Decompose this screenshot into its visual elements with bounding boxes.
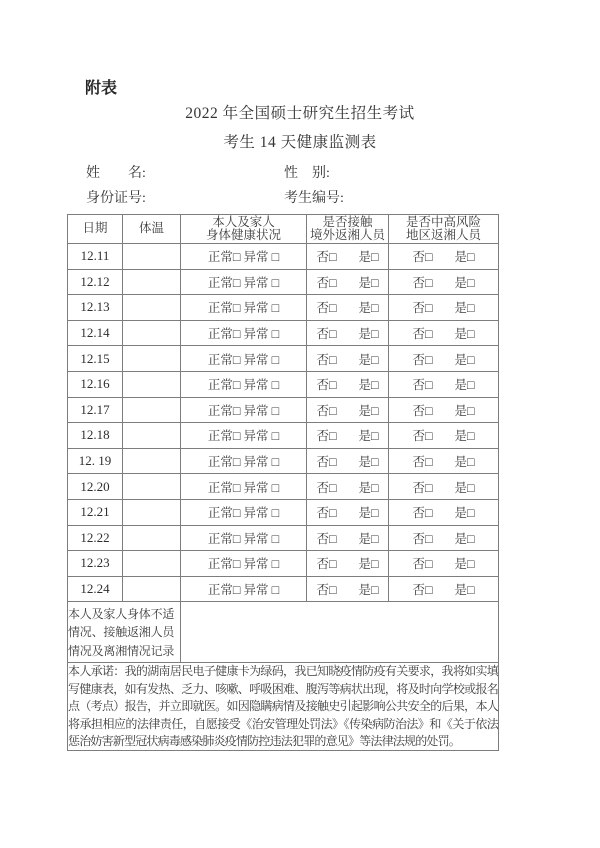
candidate-number-label: 考生编号: [284, 191, 344, 206]
yes-checkbox-label: 是□ [454, 583, 475, 598]
no-checkbox-label: 否□ [316, 557, 337, 572]
table-row [68, 346, 499, 372]
contact-overseas-cell [307, 576, 389, 602]
table-row [68, 423, 499, 449]
yes-checkbox-label: 是□ [454, 429, 475, 444]
name-label: 姓 名: [86, 166, 146, 181]
date-cell: 12.14 [68, 320, 123, 346]
temperature-cell [123, 371, 181, 397]
health-status-cell: 正常□ 异常 □ [181, 423, 307, 449]
gender-label: 性 别: [284, 166, 330, 181]
contact-overseas-cell [307, 423, 389, 449]
note-line: 本人及家人身体不适 [68, 606, 175, 621]
table-row [68, 499, 499, 525]
no-checkbox-label: 否□ [316, 506, 337, 521]
table-row [68, 448, 499, 474]
table-row [68, 320, 499, 346]
exam-title: 2022 年全国硕士研究生招生考试 [185, 105, 415, 122]
no-checkbox-label: 否□ [412, 250, 433, 265]
table-row [68, 244, 499, 270]
yes-checkbox-label: 是□ [454, 352, 475, 367]
risk-area-cell [389, 269, 499, 295]
contact-overseas-cell [307, 346, 389, 372]
yes-checkbox-label: 是□ [454, 403, 475, 418]
risk-area-cell [389, 371, 499, 397]
no-checkbox-label: 否□ [316, 275, 337, 290]
no-checkbox-label: 否□ [412, 455, 433, 470]
health-status-cell: 正常□ 异常 □ [181, 269, 307, 295]
date-cell: 12.15 [68, 346, 123, 372]
yes-checkbox-label: 是□ [454, 455, 475, 470]
header-row [68, 215, 499, 244]
yes-checkbox-label: 是□ [454, 250, 475, 265]
col-header-risk-area [389, 215, 499, 244]
health-status-cell: 正常□ 异常 □ [181, 371, 307, 397]
date-cell: 12.20 [68, 474, 123, 500]
no-checkbox-label: 否□ [316, 429, 337, 444]
risk-area-cell [389, 448, 499, 474]
contact-overseas-cell [307, 269, 389, 295]
col-header-contact-line1: 是否接触 [322, 214, 373, 229]
no-checkbox-label: 否□ [316, 352, 337, 367]
risk-area-cell [389, 423, 499, 449]
contact-overseas-cell [307, 499, 389, 525]
id-number-label: 身份证号: [86, 191, 146, 206]
commitment-cell: 本人承诺：我的湖南居民电子健康卡为绿码，我已知晓疫情防疫有关要求，我将如实填写健康表，如有发热、乏力、咳嗽、呼吸困难、腹泻等病状出现，将及时向学校或报名点（考点）报告，并立即就医。如因隐瞒病情及接触史引起影响公共安全的后果，本人将承担相应的法律责任，自愿接受《治安管理处罚法》《传染病防治法》和《关于依法惩治妨害新型冠状病毒感染肺炎疫情防控违法犯罪的意见》等法律法规的处罚。 [68, 663, 499, 751]
temperature-cell [123, 551, 181, 577]
col-header-health-status [181, 215, 307, 244]
table-body [68, 244, 499, 602]
risk-area-cell [389, 295, 499, 321]
yes-checkbox-label: 是□ [454, 327, 475, 342]
no-checkbox-label: 否□ [412, 583, 433, 598]
date-cell: 12.17 [68, 397, 123, 423]
no-checkbox-label: 否□ [412, 429, 433, 444]
risk-area-cell [389, 525, 499, 551]
yes-checkbox-label: 是□ [358, 403, 379, 418]
note-line: 情况及离湘情况记录 [68, 643, 175, 658]
no-checkbox-label: 否□ [316, 378, 337, 393]
health-status-cell: 正常□ 异常 □ [181, 295, 307, 321]
record-area-cell [181, 602, 499, 663]
date-cell: 12. 19 [68, 448, 123, 474]
no-checkbox-label: 否□ [412, 378, 433, 393]
date-cell: 12.18 [68, 423, 123, 449]
yes-checkbox-label: 是□ [358, 506, 379, 521]
contact-overseas-cell [307, 448, 389, 474]
health-status-cell: 正常□ 异常 □ [181, 397, 307, 423]
yes-checkbox-label: 是□ [358, 352, 379, 367]
no-checkbox-label: 否□ [316, 327, 337, 342]
yes-checkbox-label: 是□ [358, 480, 379, 495]
contact-overseas-cell [307, 295, 389, 321]
col-header-risk-line1: 是否中高风险 [405, 214, 481, 229]
health-status-cell: 正常□ 异常 □ [181, 525, 307, 551]
col-header-temperature-label: 体温 [138, 221, 164, 236]
yes-checkbox-label: 是□ [358, 557, 379, 572]
temperature-cell [123, 474, 181, 500]
no-checkbox-label: 否□ [316, 531, 337, 546]
contact-overseas-cell [307, 525, 389, 551]
temperature-cell [123, 244, 181, 270]
col-header-risk-line2: 地区返湘人员 [405, 228, 481, 242]
date-cell: 12.16 [68, 371, 123, 397]
risk-area-cell [389, 346, 499, 372]
table-row [68, 269, 499, 295]
form-title: 考生 14 天健康监测表 [223, 134, 377, 151]
col-header-contact-line2: 境外返湘人员 [309, 228, 385, 242]
date-cell: 12.12 [68, 269, 123, 295]
temperature-cell [123, 576, 181, 602]
yes-checkbox-label: 是□ [358, 531, 379, 546]
no-checkbox-label: 否□ [316, 403, 337, 418]
health-status-cell: 正常□ 异常 □ [181, 346, 307, 372]
yes-checkbox-label: 是□ [454, 301, 475, 316]
no-checkbox-label: 否□ [412, 301, 433, 316]
contact-overseas-cell [307, 551, 389, 577]
table-row [68, 525, 499, 551]
table-row [68, 576, 499, 602]
yes-checkbox-label: 是□ [358, 583, 379, 598]
col-header-health-line2: 身体健康状况 [205, 228, 281, 242]
yes-checkbox-label: 是□ [358, 429, 379, 444]
temperature-cell [123, 448, 181, 474]
temperature-cell [123, 499, 181, 525]
health-status-cell: 正常□ 异常 □ [181, 576, 307, 602]
note-cell [68, 602, 181, 663]
risk-area-cell [389, 320, 499, 346]
col-header-health-line1: 本人及家人 [212, 214, 275, 229]
risk-area-cell [389, 474, 499, 500]
no-checkbox-label: 否□ [412, 275, 433, 290]
contact-overseas-cell [307, 371, 389, 397]
yes-checkbox-label: 是□ [454, 378, 475, 393]
date-cell: 12.22 [68, 525, 123, 551]
temperature-cell [123, 346, 181, 372]
health-status-cell: 正常□ 异常 □ [181, 474, 307, 500]
yes-checkbox-label: 是□ [454, 557, 475, 572]
table-row [68, 397, 499, 423]
col-header-temperature [123, 215, 181, 244]
temperature-cell [123, 295, 181, 321]
date-cell: 12.24 [68, 576, 123, 602]
contact-overseas-cell [307, 474, 389, 500]
contact-overseas-cell [307, 320, 389, 346]
health-status-cell: 正常□ 异常 □ [181, 499, 307, 525]
table-row [68, 551, 499, 577]
no-checkbox-label: 否□ [316, 455, 337, 470]
temperature-cell [123, 525, 181, 551]
temperature-cell [123, 423, 181, 449]
date-cell: 12.11 [68, 244, 123, 270]
no-checkbox-label: 否□ [412, 531, 433, 546]
date-cell: 12.23 [68, 551, 123, 577]
appendix-label: 附表 [85, 80, 118, 97]
no-checkbox-label: 否□ [412, 480, 433, 495]
health-status-cell: 正常□ 异常 □ [181, 448, 307, 474]
temperature-cell [123, 320, 181, 346]
risk-area-cell [389, 576, 499, 602]
table-row [68, 295, 499, 321]
yes-checkbox-label: 是□ [454, 480, 475, 495]
risk-area-cell [389, 397, 499, 423]
col-header-contact-overseas [307, 215, 389, 244]
yes-checkbox-label: 是□ [454, 531, 475, 546]
no-checkbox-label: 否□ [412, 352, 433, 367]
commitment-row [68, 663, 499, 751]
health-status-cell: 正常□ 异常 □ [181, 551, 307, 577]
health-monitoring-table [67, 214, 499, 751]
table-row [68, 474, 499, 500]
risk-area-cell [389, 244, 499, 270]
health-status-cell: 正常□ 异常 □ [181, 320, 307, 346]
no-checkbox-label: 否□ [316, 583, 337, 598]
date-cell: 12.21 [68, 499, 123, 525]
temperature-cell [123, 269, 181, 295]
yes-checkbox-label: 是□ [358, 275, 379, 290]
yes-checkbox-label: 是□ [454, 275, 475, 290]
yes-checkbox-label: 是□ [454, 506, 475, 521]
yes-checkbox-label: 是□ [358, 455, 379, 470]
contact-overseas-cell [307, 244, 389, 270]
no-checkbox-label: 否□ [412, 327, 433, 342]
no-checkbox-label: 否□ [412, 403, 433, 418]
contact-overseas-cell [307, 397, 389, 423]
no-checkbox-label: 否□ [412, 557, 433, 572]
risk-area-cell [389, 499, 499, 525]
yes-checkbox-label: 是□ [358, 327, 379, 342]
col-header-date-label: 日期 [82, 221, 108, 236]
no-checkbox-label: 否□ [316, 250, 337, 265]
table-row [68, 371, 499, 397]
note-line: 情况、接触返湘人员 [68, 625, 175, 640]
no-checkbox-label: 否□ [316, 480, 337, 495]
col-header-date [68, 215, 123, 244]
note-row [68, 602, 499, 663]
date-cell: 12.13 [68, 295, 123, 321]
yes-checkbox-label: 是□ [358, 301, 379, 316]
no-checkbox-label: 否□ [316, 301, 337, 316]
yes-checkbox-label: 是□ [358, 250, 379, 265]
risk-area-cell [389, 551, 499, 577]
yes-checkbox-label: 是□ [358, 378, 379, 393]
health-status-cell: 正常□ 异常 □ [181, 244, 307, 270]
temperature-cell [123, 397, 181, 423]
no-checkbox-label: 否□ [412, 506, 433, 521]
